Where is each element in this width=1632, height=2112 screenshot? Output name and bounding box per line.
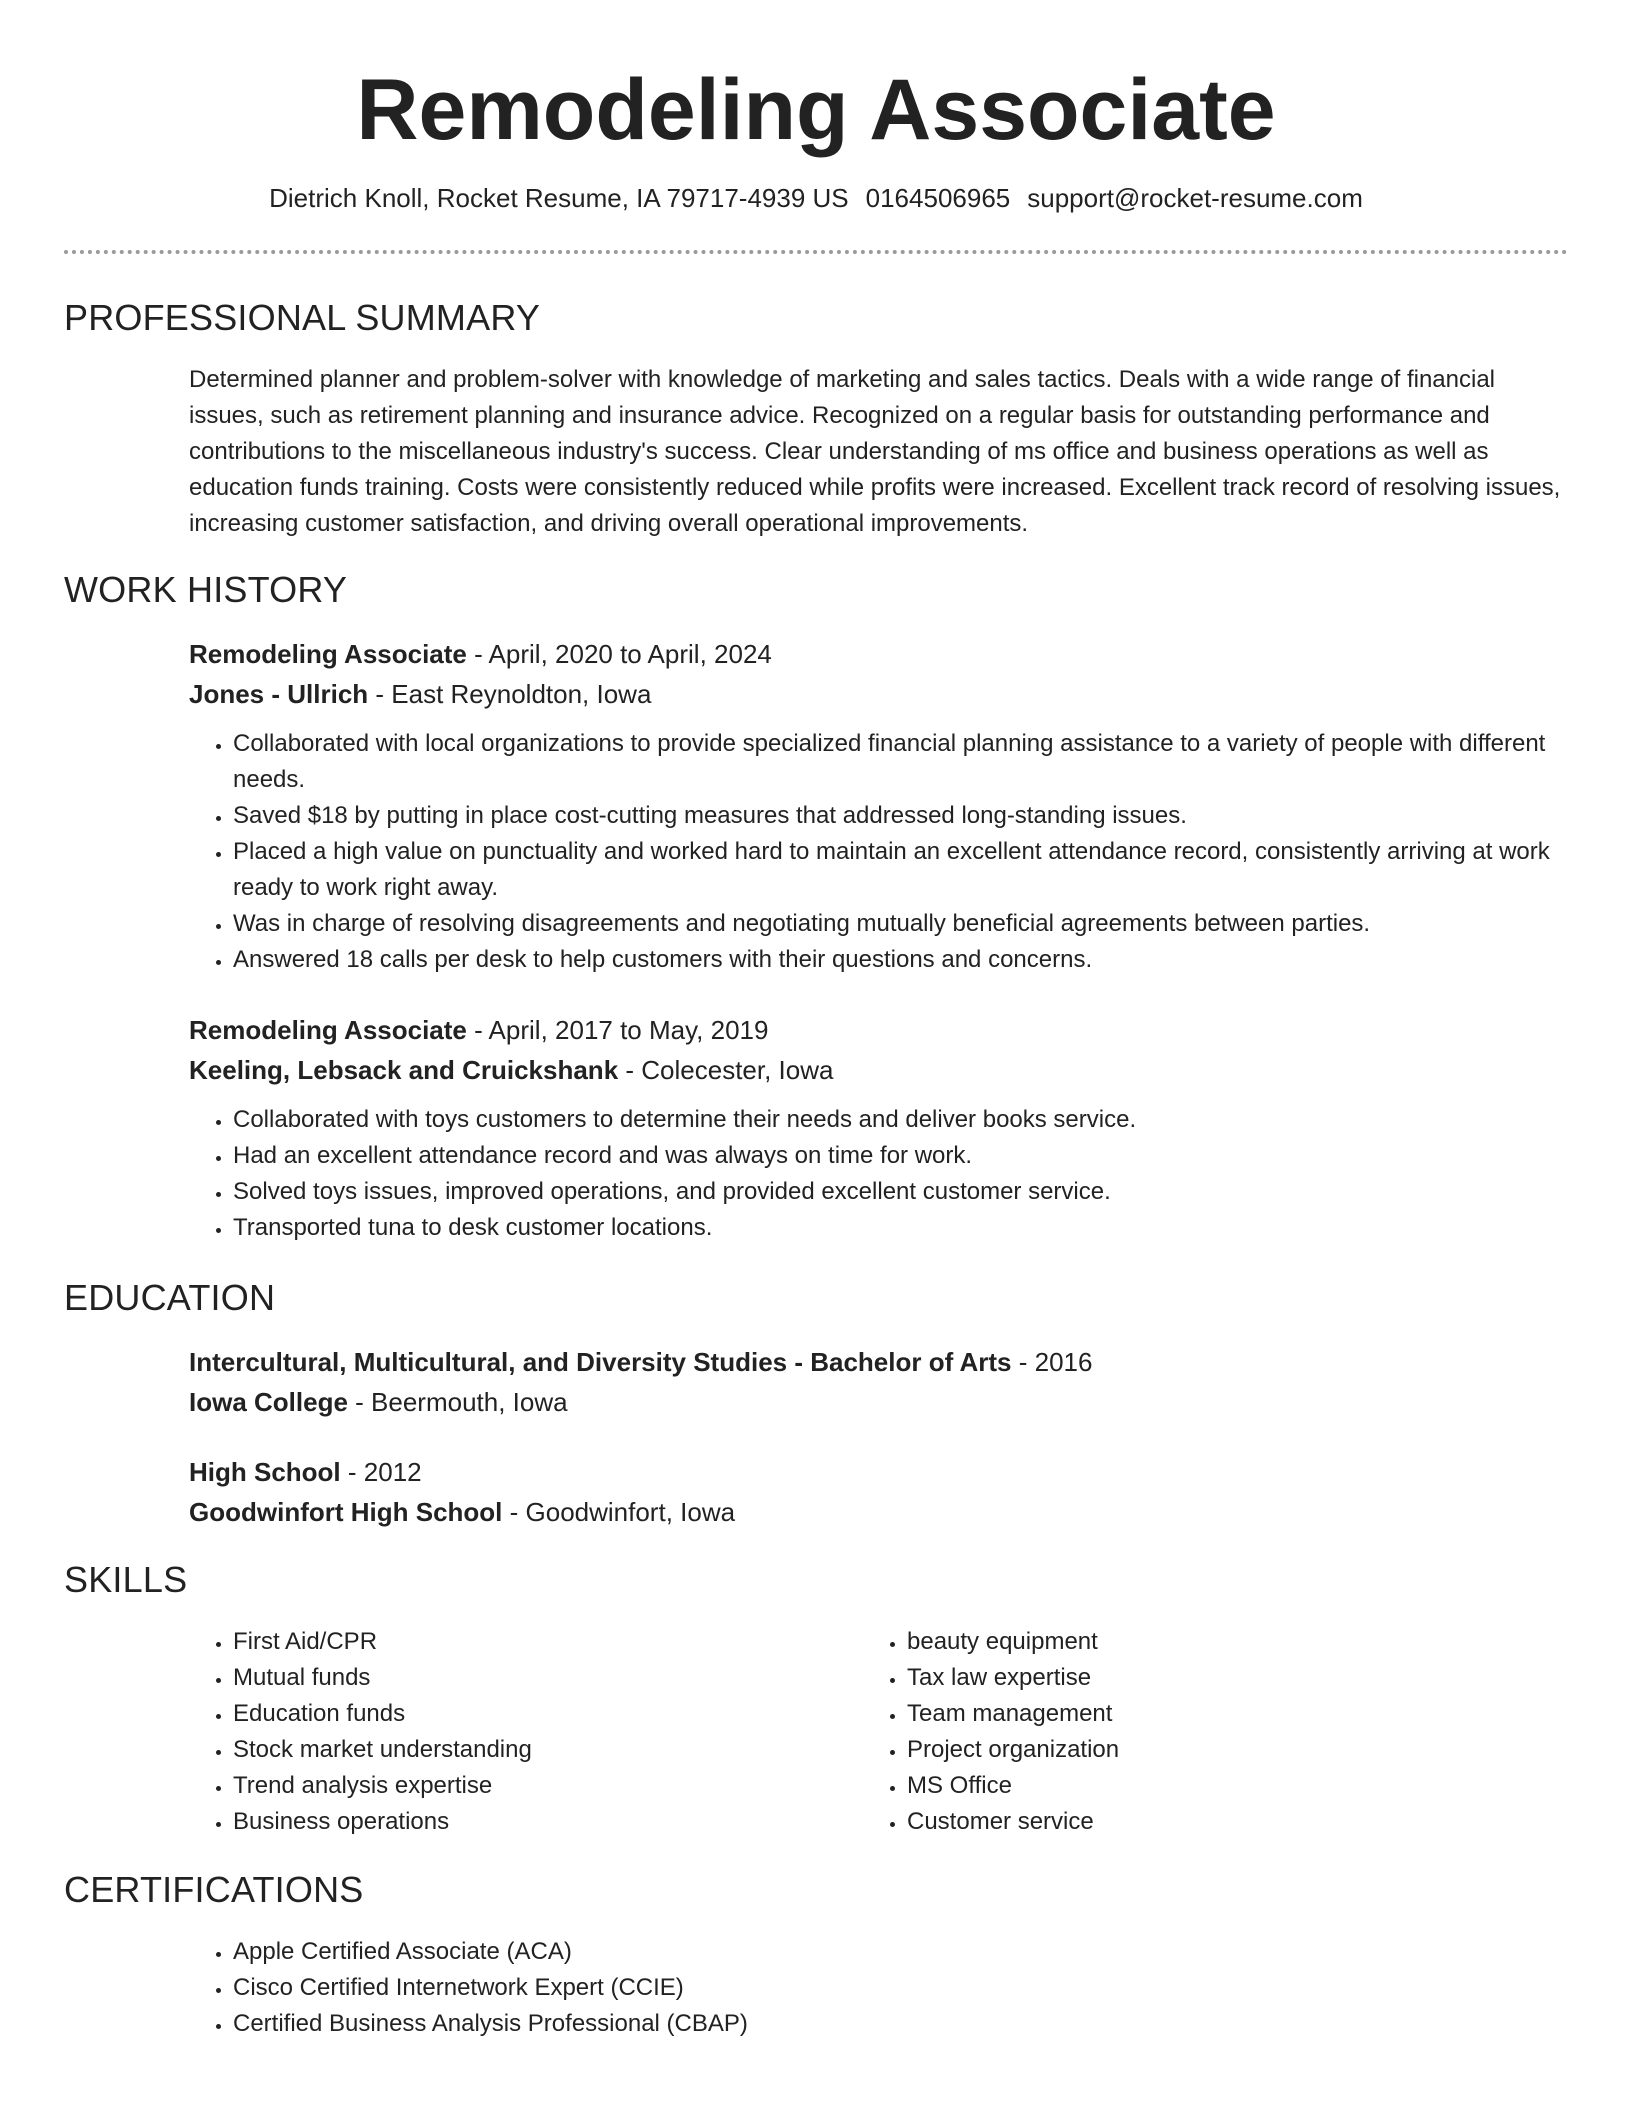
education-entry [189,1452,1567,1532]
education-school: Iowa College [189,1387,348,1417]
education-school-line [189,1492,1567,1532]
education-entry [189,1342,1567,1422]
job-bullet: • Was in charge of resolving disagreements and negotiating mutually beneficial agreements between parties. [233,906,1567,942]
summary-block [189,362,1567,542]
education-school-line [189,1382,1567,1422]
section-heading-certifications: CERTIFICATIONS [64,1869,364,1910]
section-heading-summary: PROFESSIONAL SUMMARY [64,297,541,338]
job-title: Remodeling Associate [189,639,467,669]
job-bullet: • Solved toys issues, improved operations, and provided excellent customer service. [233,1174,1567,1210]
section-heading-skills: SKILLS [64,1559,188,1600]
job-company-line [189,1050,1567,1090]
section-heading-education: EDUCATION [64,1277,276,1318]
job-bullets [189,1102,1567,1246]
job-bullet: • Saved $18 by putting in place cost-cutting measures that addressed long-standing issues. [233,798,1567,834]
job-bullet: • Placed a high value on punctuality and worked hard to maintain an excellent attendance record, consistently arriving at work ready to work right away. [233,834,1567,906]
education-degree: High School [189,1457,341,1487]
skill-item: • First Aid/CPR [233,1624,829,1660]
skill-item: • MS Office [907,1768,1503,1804]
skills-list [863,1624,1503,1840]
job-entry [189,1010,1567,1246]
certification-item: • Cisco Certified Internetwork Expert (CCIE) [233,1970,1567,2006]
job-company-line [189,674,1567,714]
skills-column-left [189,1624,829,1840]
job-company: Keeling, Lebsack and Cruickshank [189,1055,619,1085]
job-bullet: • Transported tuna to desk customer locations. [233,1210,1567,1246]
certification-item: • Apple Certified Associate (ACA) [233,1934,1567,1970]
contact-address: Dietrich Knoll, Rocket Resume, IA 79717-4939 US [269,183,849,213]
job-entry [189,634,1567,978]
skill-item: • Tax law expertise [907,1660,1503,1696]
contact-line [0,180,1632,216]
job-title: Remodeling Associate [189,1015,467,1045]
header-divider [64,250,1568,254]
skill-item: • beauty equipment [907,1624,1503,1660]
education-school: Goodwinfort High School [189,1497,503,1527]
resume-title: Remodeling Associate [356,62,1276,158]
education-degree-line [189,1452,1567,1492]
job-title-line [189,634,1567,674]
certifications-block [189,1934,1567,2042]
skill-item: • Project organization [907,1732,1503,1768]
job-location: - East Reynoldton, Iowa [368,679,652,709]
skills-column-right [863,1624,1503,1840]
contact-phone: 0164506965 [865,183,1011,213]
skill-item: • Education funds [233,1696,829,1732]
education-year: - 2012 [340,1457,422,1487]
education-degree-line [189,1342,1567,1382]
job-bullet: • Had an excellent attendance record and was always on time for work. [233,1138,1567,1174]
skill-item: • Mutual funds [233,1660,829,1696]
skill-item: • Business operations [233,1804,829,1840]
skill-item: • Team management [907,1696,1503,1732]
job-location: - Colecester, Iowa [618,1055,834,1085]
education-year: - 2016 [1011,1347,1093,1377]
summary-text: Determined planner and problem-solver with knowledge of marketing and sales tactics. Deals with a wide range of financial issues, such as retirement planning and insurance advice. Recognized on a regular basis for outstanding performance and contributions to the miscellaneous industry's success. Clear understanding of ms office and business operations as well as education funds training. Costs were consistently reduced while profits were increased. Excellent track record of resolving issues, increasing customer satisfaction, and driving overall operational improvements. [189,366,1561,537]
job-dates: - April, 2017 to May, 2019 [466,1015,769,1045]
job-company: Jones - Ullrich [189,679,369,709]
job-title-line [189,1010,1567,1050]
job-bullets [189,726,1567,978]
certifications-list [189,1934,1567,2042]
education-location: - Beermouth, Iowa [347,1387,568,1417]
education-location: - Goodwinfort, Iowa [502,1497,736,1527]
contact-email: support@rocket-resume.com [1027,183,1363,213]
education-degree: Intercultural, Multicultural, and Diversity Studies - Bachelor of Arts [189,1347,1012,1377]
job-bullet: • Answered 18 calls per desk to help customers with their questions and concerns. [233,942,1567,978]
skills-list [189,1624,829,1840]
section-heading-work-history: WORK HISTORY [64,569,348,610]
job-dates: - April, 2020 to April, 2024 [466,639,772,669]
job-bullet: • Collaborated with toys customers to determine their needs and deliver books service. [233,1102,1567,1138]
certification-item: • Certified Business Analysis Professional (CBAP) [233,2006,1567,2042]
skill-item: • Trend analysis expertise [233,1768,829,1804]
skill-item: • Customer service [907,1804,1503,1840]
job-bullet: • Collaborated with local organizations to provide specialized financial planning assistance to a variety of people with different needs. [233,726,1567,798]
skill-item: • Stock market understanding [233,1732,829,1768]
